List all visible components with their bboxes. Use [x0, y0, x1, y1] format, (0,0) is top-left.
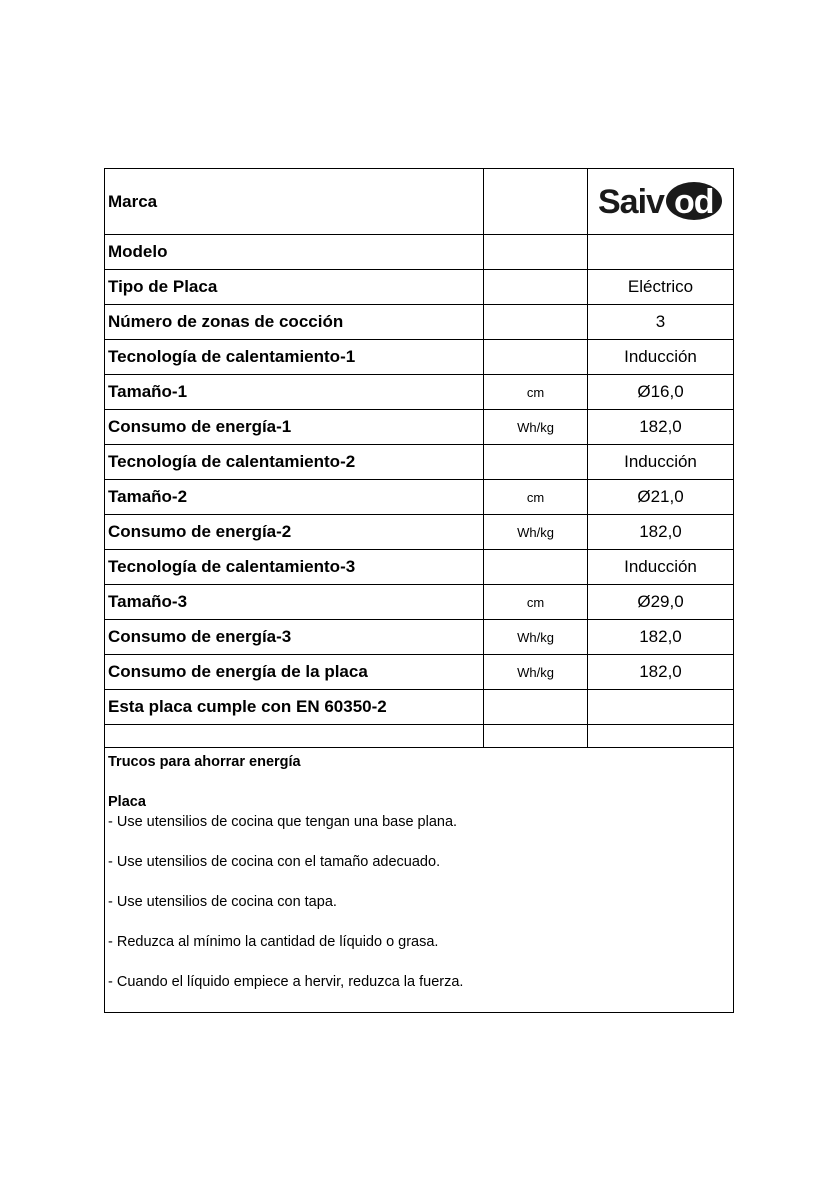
empty-row — [105, 725, 734, 748]
brand-logo-cell — [588, 169, 734, 235]
spec-row — [105, 375, 734, 410]
row-label: Consumo de energía-3 — [105, 620, 484, 655]
row-value: Eléctrico — [588, 270, 734, 305]
tip-item: - Use utensilios de cocina que tengan una base plana. — [108, 814, 458, 830]
svg-text:od: od — [673, 182, 714, 221]
row-label: Tipo de Placa — [105, 270, 484, 305]
row-value — [588, 690, 734, 725]
spec-row — [105, 550, 734, 585]
tip-item: - Reduzca al mínimo la cantidad de líquido o grasa. — [108, 934, 439, 950]
row-value: Ø16,0 — [588, 375, 734, 410]
row-label: Consumo de energía-2 — [105, 515, 484, 550]
saivod-logo — [596, 180, 726, 224]
row-unit — [484, 305, 588, 340]
tip-item: - Use utensilios de cocina con el tamaño adecuado. — [108, 854, 441, 870]
row-label: Esta placa cumple con EN 60350-2 — [105, 690, 484, 725]
row-unit: cm — [484, 375, 588, 410]
row-value: 182,0 — [588, 620, 734, 655]
spec-row — [105, 445, 734, 480]
row-label: Consumo de energía de la placa — [105, 655, 484, 690]
spec-row — [105, 270, 734, 305]
spec-row — [105, 690, 734, 725]
tips-subtitle: Placa — [108, 794, 146, 810]
spec-row — [105, 340, 734, 375]
spec-row — [105, 585, 734, 620]
tip-item: - Use utensilios de cocina con tapa. — [108, 894, 337, 910]
row-value: Inducción — [588, 340, 734, 375]
row-unit — [484, 340, 588, 375]
spec-table — [104, 168, 734, 748]
row-unit: cm — [484, 585, 588, 620]
spec-row — [105, 515, 734, 550]
row-label: Consumo de energía-1 — [105, 410, 484, 445]
row-value: Ø21,0 — [588, 480, 734, 515]
row-value: 182,0 — [588, 655, 734, 690]
row-label: Número de zonas de cocción — [105, 305, 484, 340]
brand-row — [105, 169, 734, 235]
row-label: Tecnología de calentamiento-3 — [105, 550, 484, 585]
row-unit: cm — [484, 480, 588, 515]
brand-label: Marca — [105, 169, 484, 235]
row-unit: Wh/kg — [484, 620, 588, 655]
row-unit — [484, 270, 588, 305]
spec-row — [105, 620, 734, 655]
spec-row — [105, 480, 734, 515]
row-label: Tecnología de calentamiento-2 — [105, 445, 484, 480]
row-value: 182,0 — [588, 515, 734, 550]
row-unit: Wh/kg — [484, 410, 588, 445]
row-label: Modelo — [105, 235, 484, 270]
energy-info-sheet — [104, 168, 734, 1013]
spec-row — [105, 305, 734, 340]
brand-unit-cell — [484, 169, 588, 235]
row-value: Ø29,0 — [588, 585, 734, 620]
row-value: 3 — [588, 305, 734, 340]
row-unit — [484, 690, 588, 725]
energy-tips-section — [104, 748, 734, 1013]
tips-list — [108, 812, 730, 992]
row-unit: Wh/kg — [484, 515, 588, 550]
row-unit: Wh/kg — [484, 655, 588, 690]
row-label: Tamaño-2 — [105, 480, 484, 515]
svg-text:Saiv: Saiv — [597, 182, 664, 221]
spec-row — [105, 655, 734, 690]
spec-row — [105, 235, 734, 270]
row-label: Tamaño-1 — [105, 375, 484, 410]
tips-title: Trucos para ahorrar energía — [108, 754, 301, 770]
row-value: Inducción — [588, 445, 734, 480]
row-label: Tamaño-3 — [105, 585, 484, 620]
row-label: Tecnología de calentamiento-1 — [105, 340, 484, 375]
spec-row — [105, 410, 734, 445]
row-value: Inducción — [588, 550, 734, 585]
row-unit — [484, 550, 588, 585]
row-value: 182,0 — [588, 410, 734, 445]
row-unit — [484, 445, 588, 480]
row-unit — [484, 235, 588, 270]
tip-item: - Cuando el líquido empiece a hervir, reduzca la fuerza. — [108, 974, 464, 990]
row-value — [588, 235, 734, 270]
